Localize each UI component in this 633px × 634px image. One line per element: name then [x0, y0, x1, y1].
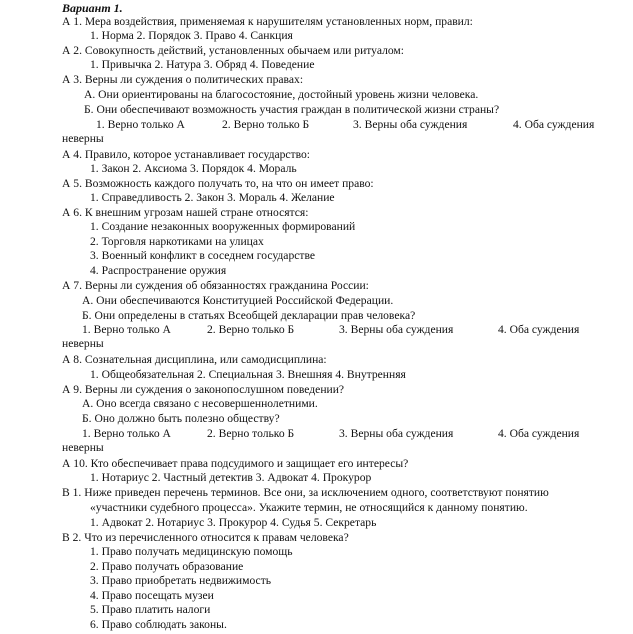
- answers-a1: 1. Норма 2. Порядок 3. Право 4. Санкция: [90, 29, 293, 42]
- question-a8: А 8. Сознательная дисциплина, или самодисциплина:: [62, 353, 327, 366]
- answer-a7-3: 3. Верны оба суждения: [339, 323, 454, 336]
- question-b1: В 1. Ниже приведен перечень терминов. Все они, за исключением одного, соответствуют понятию: [62, 486, 549, 499]
- answers-a8: 1. Общеобязательная 2. Специальная 3. Внешняя 4. Внутренняя: [90, 368, 406, 381]
- question-a4: А 4. Правило, которое устанавливает государство:: [62, 148, 311, 161]
- question-b1-cont: «участники судебного процесса». Укажите термин, не относящийся к данному понятию.: [90, 501, 528, 514]
- answer-a3-4: 4. Оба суждения: [513, 118, 595, 131]
- answer-a3-cont: неверны: [62, 132, 104, 145]
- answer-b2-1: 1. Право получать медицинскую помощь: [90, 545, 293, 558]
- answers-a5: 1. Справедливость 2. Закон 3. Мораль 4. Желание: [90, 191, 335, 204]
- answers-a4: 1. Закон 2. Аксиома 3. Порядок 4. Мораль: [90, 162, 297, 175]
- answer-a7-1: 1. Верно только А: [82, 323, 171, 336]
- statement-a9-b: Б. Оно должно быть полезно обществу?: [82, 412, 280, 425]
- answer-a9-1: 1. Верно только А: [82, 427, 171, 440]
- answer-b2-6: 6. Право соблюдать законы.: [90, 618, 227, 631]
- question-a7: А 7. Верны ли суждения об обязанностях гражданина России:: [62, 279, 369, 292]
- variant-title: Вариант 1.: [62, 1, 123, 15]
- answer-a7-cont: неверны: [62, 337, 104, 350]
- answer-a6-1: 1. Создание незаконных вооруженных формирований: [90, 220, 356, 233]
- question-a3: А 3. Верны ли суждения о политических правах:: [62, 73, 304, 86]
- statement-a3-a: А. Они ориентированы на благосостояние, достойный уровень жизни человека.: [84, 88, 479, 101]
- question-a6: А 6. К внешним угрозам нашей стране относятся:: [62, 206, 309, 219]
- statement-a3-b: Б. Они обеспечивают возможность участия граждан в политической жизни страны?: [84, 103, 500, 116]
- answer-a9-4: 4. Оба суждения: [498, 427, 580, 440]
- answer-a6-3: 3. Военный конфликт в соседнем государстве: [90, 249, 316, 262]
- statement-a7-a: А. Они обеспечиваются Конституцией Российской Федерации.: [82, 294, 394, 307]
- answer-b2-5: 5. Право платить налоги: [90, 603, 211, 616]
- answers-a2: 1. Привычка 2. Натура 3. Обряд 4. Поведение: [90, 58, 315, 71]
- answers-b1: 1. Адвокат 2. Нотариус 3. Прокурор 4. Судья 5. Секретарь: [90, 516, 377, 529]
- answer-a6-2: 2. Торговля наркотиками на улицах: [90, 235, 264, 248]
- answer-b2-4: 4. Право посещать музеи: [90, 589, 214, 602]
- answers-a7: [0, 323, 633, 336]
- answer-a9-cont: неверны: [62, 441, 104, 454]
- answer-b2-2: 2. Право получать образование: [90, 560, 244, 573]
- question-b2: В 2. Что из перечисленного относится к правам человека?: [62, 531, 349, 544]
- question-a5: А 5. Возможность каждого получать то, на что он имеет право:: [62, 177, 374, 190]
- statement-a7-b: Б. Они определены в статьях Всеобщей декларации прав человека?: [82, 309, 416, 322]
- answer-a6-4: 4. Распространение оружия: [90, 264, 227, 277]
- answer-a9-2: 2. Верно только Б: [207, 427, 295, 440]
- answers-a9: [0, 427, 633, 440]
- answer-a7-4: 4. Оба суждения: [498, 323, 580, 336]
- answer-a3-3: 3. Верны оба суждения: [353, 118, 468, 131]
- question-a10: А 10. Кто обеспечивает права подсудимого и защищает его интересы?: [62, 457, 409, 470]
- statement-a9-a: А. Оно всегда связано с несовершеннолетними.: [82, 397, 318, 410]
- answer-a3-2: 2. Верно только Б: [222, 118, 310, 131]
- answer-a3-1: 1. Верно только А: [96, 118, 185, 131]
- answer-a7-2: 2. Верно только Б: [207, 323, 295, 336]
- answers-a10: 1. Нотариус 2. Частный детектив 3. Адвокат 4. Прокурор: [90, 471, 372, 484]
- question-a1: А 1. Мера воздействия, применяемая к нарушителям установленных норм, правил:: [62, 15, 473, 28]
- answer-a9-3: 3. Верны оба суждения: [339, 427, 454, 440]
- question-a2: А 2. Совокупность действий, установленных обычаем или ритуалом:: [62, 44, 404, 57]
- answers-a3: [0, 118, 633, 131]
- answer-b2-3: 3. Право приобретать недвижимость: [90, 574, 272, 587]
- question-a9: А 9. Верны ли суждения о законопослушном поведении?: [62, 383, 345, 396]
